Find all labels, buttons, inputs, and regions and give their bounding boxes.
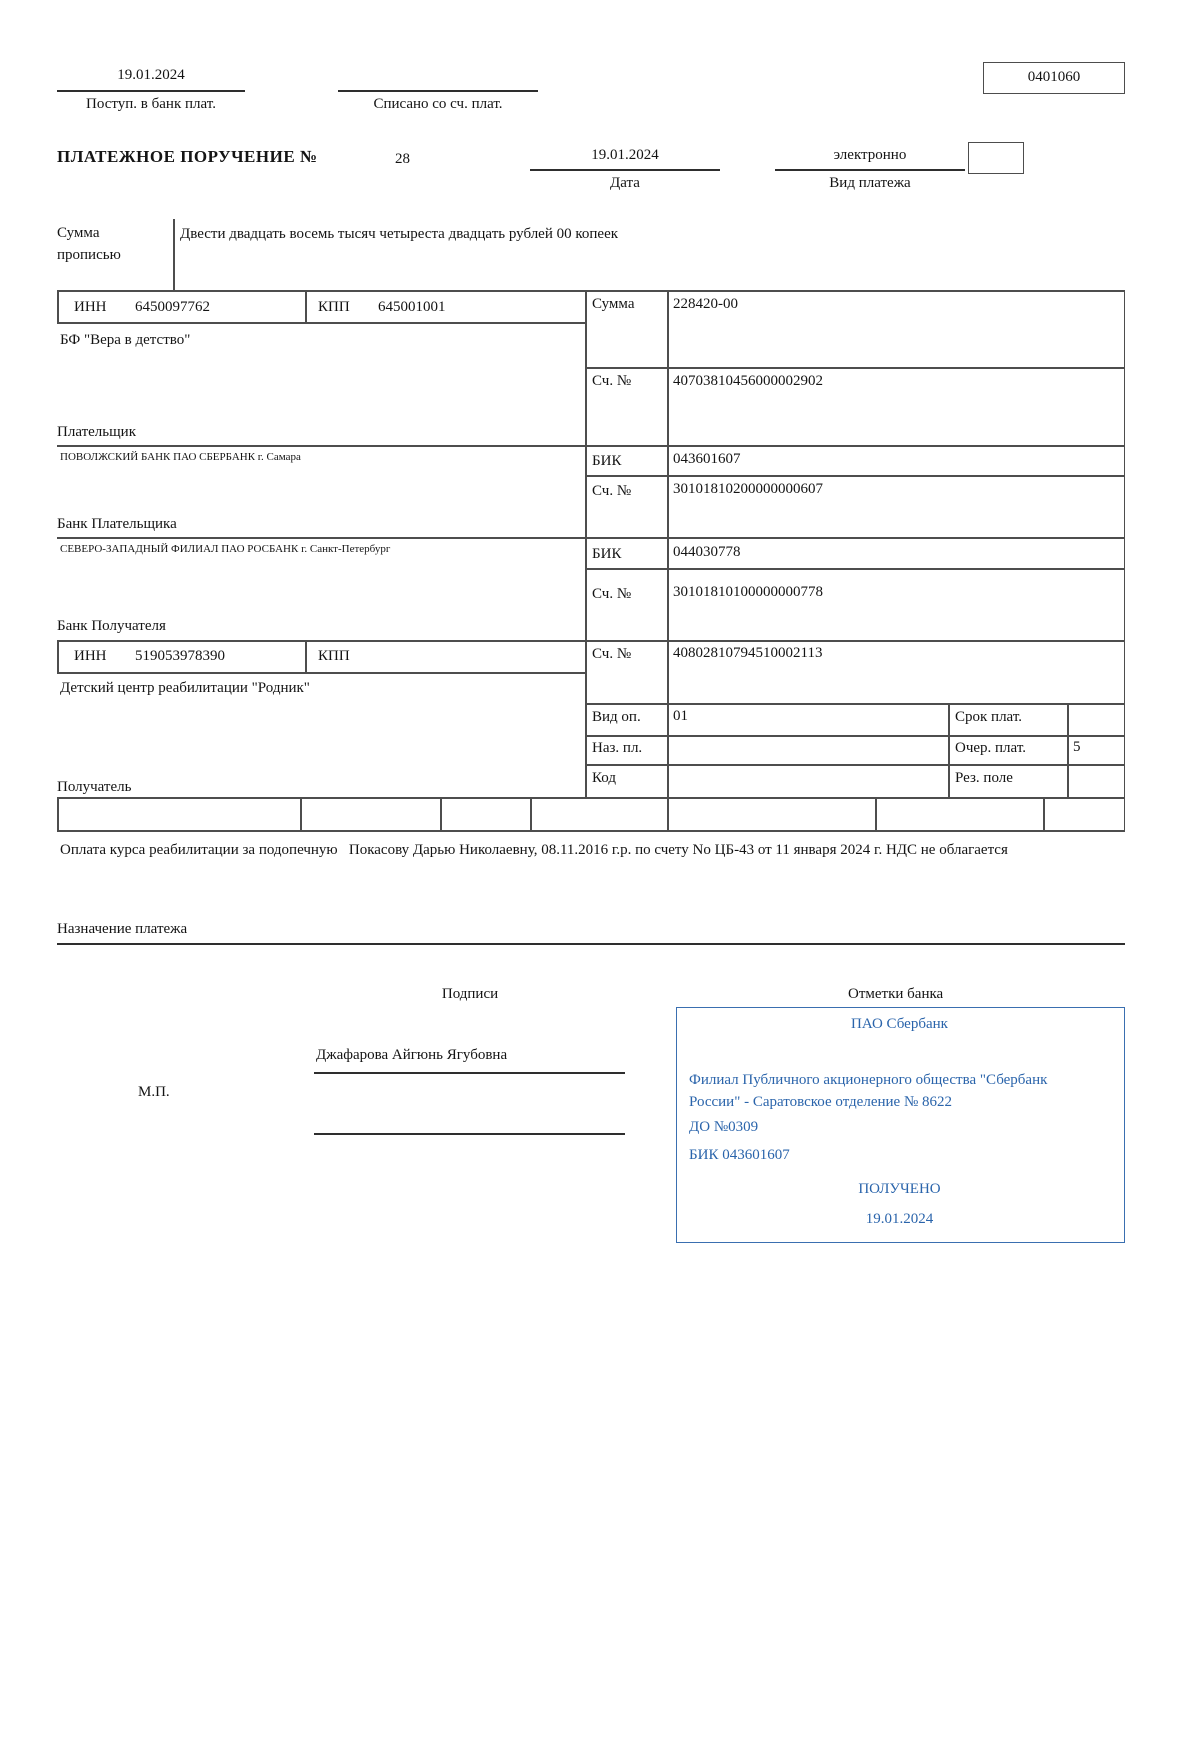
- stamp-bank-name: ПАО Сбербанк: [851, 1016, 948, 1032]
- op-kind-label: Вид оп.: [592, 709, 641, 725]
- recipient-bank-bik-value: 044030778: [673, 544, 741, 560]
- recipient-inn-value: 519053978390: [135, 648, 225, 664]
- recipient-kpp-label: КПП: [318, 648, 350, 664]
- h-grid-bottom: [57, 830, 1125, 832]
- payment-kind-label: Вид платежа: [829, 175, 911, 191]
- doc-date-label: Дата: [610, 175, 640, 191]
- received-underline: [57, 90, 245, 92]
- doc-number: 28: [395, 151, 410, 167]
- h-payer-bank-bottom: [57, 537, 1125, 539]
- payment-kind-underline: [775, 169, 965, 171]
- payment-kind-value: электронно: [833, 147, 907, 163]
- recipient-bank-bik-label: БИК: [592, 546, 622, 562]
- recipient-bank-name: СЕВЕРО-ЗАПАДНЫЙ ФИЛИАЛ ПАО РОСБАНК г. Санкт-Петербург: [60, 543, 391, 555]
- priority-label: Очер. плат.: [955, 740, 1026, 756]
- v-grid-2: [440, 797, 442, 830]
- v-due-col: [948, 703, 950, 797]
- bank-stamp-box: [676, 1007, 1125, 1243]
- purpose-label: Назначение платежа: [57, 921, 188, 937]
- h-account4-bottom: [585, 703, 1125, 705]
- op-kind-value: 01: [673, 708, 688, 724]
- debited-underline: [338, 90, 538, 92]
- payer-bank-account-label: Сч. №: [592, 483, 632, 499]
- payer-bank-account-value: 30101810200000000607: [673, 481, 823, 497]
- payer-inn-value: 6450097762: [135, 299, 210, 315]
- h-bik2-bottom: [585, 568, 1125, 570]
- received-date-label: Поступ. в банк плат.: [86, 96, 216, 112]
- payer-account-label: Сч. №: [592, 373, 632, 389]
- payer-kpp-label: КПП: [318, 299, 350, 315]
- bank-marks-label: Отметки банка: [848, 986, 944, 1002]
- recipient-bank-account-value: 30101810100000000778: [673, 584, 823, 600]
- payer-bank-label: Банк Плательщика: [57, 516, 177, 532]
- v-label-divider: [667, 290, 669, 797]
- signature-line-2: [314, 1133, 625, 1135]
- h-table-top: [57, 290, 1125, 292]
- recipient-account-value: 40802810794510002113: [673, 645, 823, 661]
- debited-label: Списано со сч. плат.: [373, 96, 503, 112]
- doc-title: ПЛАТЕЖНОЕ ПОРУЧЕНИЕ №: [57, 147, 318, 166]
- purpose-code-label: Наз. пл.: [592, 740, 643, 756]
- h-bik1-bottom: [585, 475, 1125, 477]
- priority-box: [968, 142, 1024, 174]
- form-code-box: [983, 62, 1125, 94]
- recipient-label: Получатель: [57, 779, 132, 795]
- doc-date-value: 19.01.2024: [591, 147, 659, 163]
- priority-value: 5: [1073, 739, 1081, 755]
- purpose-underline: [57, 943, 1125, 945]
- v-grid-4: [667, 797, 669, 830]
- recipient-bank-account-label: Сч. №: [592, 586, 632, 602]
- sum-label: Сумма: [592, 296, 635, 312]
- v-grid-0: [57, 797, 59, 830]
- v-grid-1: [300, 797, 302, 830]
- v-value2-col: [1067, 703, 1069, 797]
- payer-label: Плательщик: [57, 424, 136, 440]
- stamp-place-label: М.П.: [138, 1084, 170, 1100]
- recipient-account-label: Сч. №: [592, 646, 632, 662]
- recipient-inn-label: ИНН: [74, 648, 107, 664]
- payer-kpp-value: 645001001: [378, 299, 446, 315]
- h-grid-top: [57, 797, 1125, 799]
- reserve-field-label: Рез. поле: [955, 770, 1013, 786]
- stamp-branch: Филиал Публичного акционерного общества "Сбербанк России" - Саратовское отделение № 8622: [689, 1072, 1048, 1110]
- v-inn1-left: [57, 290, 59, 322]
- v-mid: [585, 290, 587, 797]
- payer-account-value: 40703810456000002902: [673, 373, 823, 389]
- received-date-value: 19.01.2024: [117, 67, 185, 83]
- h-payer-bottom: [57, 445, 1125, 447]
- form-code: 0401060: [1027, 69, 1081, 85]
- v-grid-3: [530, 797, 532, 830]
- h-recipient-bank-bottom: [57, 640, 1125, 642]
- sum-value: 228420-00: [673, 296, 738, 312]
- stamp-status: ПОЛУЧЕНО: [858, 1181, 941, 1197]
- signatures-label: Подписи: [441, 986, 499, 1002]
- recipient-bank-label: Банк Получателя: [57, 618, 166, 634]
- amount-words-divider: [173, 219, 175, 290]
- h-inn2-bottom: [57, 672, 585, 674]
- amount-words-label: Сумма прописью: [57, 225, 121, 263]
- h-inn1-bottom: [57, 322, 585, 324]
- payer-bank-bik-value: 043601607: [673, 451, 741, 467]
- signature-line-1: [314, 1072, 625, 1074]
- v-grid-5: [875, 797, 877, 830]
- recipient-name: Детский центр реабилитации "Родник": [60, 680, 310, 696]
- code-label: Код: [592, 770, 616, 786]
- payer-name: БФ "Вера в детство": [60, 332, 191, 348]
- h-op-row-bottom: [585, 735, 1125, 737]
- h-nazpl-row-bottom: [585, 764, 1125, 766]
- purpose-text: Оплата курса реабилитации за подопечную Покасову Дарью Николаевну, 08.11.2016 г.р. по счету No ЦБ-43 от 11 января 2024 г. НДС не облагается: [60, 842, 1008, 858]
- payer-bank-bik-label: БИК: [592, 453, 622, 469]
- v-grid-6: [1043, 797, 1045, 830]
- v-inn2-left: [57, 640, 59, 672]
- v-inn2-divider: [305, 640, 307, 672]
- doc-date-underline: [530, 169, 720, 171]
- stamp-office: ДО №0309: [689, 1119, 759, 1135]
- due-date-label: Срок плат.: [955, 709, 1023, 725]
- amount-words-value: Двести двадцать восемь тысяч четыреста двадцать рублей 00 копеек: [180, 226, 619, 242]
- payer-inn-label: ИНН: [74, 299, 107, 315]
- signer-name: Джафарова Айгюнь Ягубовна: [316, 1047, 508, 1063]
- v-table-right: [1124, 290, 1126, 830]
- h-sum-cell-bottom: [585, 367, 1125, 369]
- v-inn1-divider: [305, 290, 307, 322]
- stamp-date: 19.01.2024: [865, 1211, 934, 1227]
- stamp-bik: БИК 043601607: [689, 1147, 790, 1163]
- payer-bank-name: ПОВОЛЖСКИЙ БАНК ПАО СБЕРБАНК г. Самара: [60, 451, 301, 463]
